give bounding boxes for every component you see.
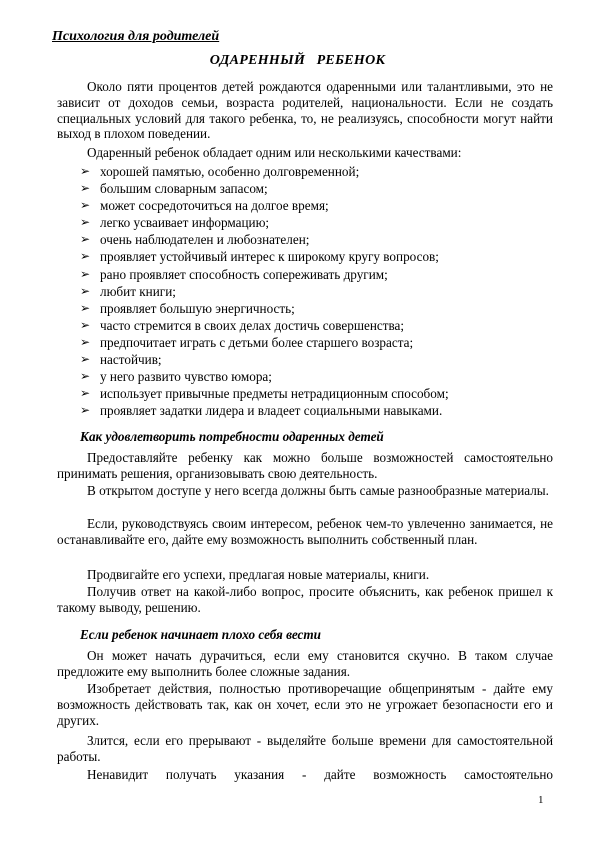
- intro-paragraph: Около пяти процентов детей рождаются одаренными или талантливыми, это не зависит от доходов семьи, возраста родителей, национальности. Если не создать специальных условий для такого ребенка, то, не реализуясь, способности могут найти выход в плохом поведении.: [57, 79, 553, 142]
- behavior-paragraph: Злится, если его прерывают - выделяйте больше времени для самостоятельной работы.: [57, 733, 553, 764]
- needs-paragraph: Получив ответ на какой-либо вопрос, просите объяснить, как ребенок пришел к такому выводу, решению.: [57, 584, 553, 615]
- qualities-intro: Одаренный ребенок обладает одним или несколькими качествами:: [87, 145, 462, 160]
- arrow-bullet-icon: ➢: [80, 181, 91, 196]
- needs-paragraph: Предоставляйте ребенку как можно больше возможностей самостоятельно принимать решения, организовывать свою деятельность.: [57, 450, 553, 481]
- section-heading-behavior: Если ребенок начинает плохо себя вести: [80, 627, 321, 642]
- page-number: 1: [538, 794, 544, 806]
- arrow-bullet-icon: ➢: [80, 300, 91, 315]
- arrow-bullet-icon: ➢: [80, 164, 91, 178]
- arrow-bullet-icon: ➢: [80, 198, 91, 213]
- document-title: ОДАРЕННЫЙ РЕБЕНОК: [209, 53, 386, 68]
- behavior-paragraph: Изобретает действия, полностью противоречащие общепринятым - дайте ему возможность действовать так, как он хочет, если это не угрожает безопасности его и других.: [57, 681, 553, 728]
- needs-paragraph: В открытом доступе у него всегда должны быть самые разнообразные материалы.: [87, 483, 549, 498]
- arrow-bullet-icon: ➢: [80, 215, 91, 230]
- section-heading-needs: Как удовлетворить потребности одаренных детей: [80, 429, 384, 444]
- arrow-bullet-icon: ➢: [80, 334, 91, 349]
- page-header: Психология для родителей: [52, 29, 220, 44]
- arrow-bullet-icon: ➢: [80, 317, 91, 332]
- behavior-paragraph: Ненавидит получать указания - дайте возможность самостоятельно: [87, 767, 553, 782]
- arrow-bullet-icon: ➢: [80, 249, 91, 264]
- arrow-bullet-icon: ➢: [80, 232, 91, 247]
- arrow-bullet-icon: ➢: [80, 352, 91, 367]
- needs-paragraph: Продвигайте его успехи, предлагая новые материалы, книги.: [87, 567, 430, 582]
- behavior-paragraph: Он может начать дурачиться, если ему становится скучно. В таком случае предложите ему выполнить более сложные задания.: [57, 648, 553, 679]
- arrow-bullet-icon: ➢: [80, 386, 91, 401]
- arrow-bullet-icon: ➢: [80, 266, 91, 281]
- arrow-bullet-icon: ➢: [80, 369, 91, 384]
- needs-paragraph: Если, руководствуясь своим интересом, ребенок чем-то увлеченно занимается, не останавливайте его, дайте ему возможность выполнить собственный план.: [57, 516, 553, 547]
- document-page: Психология для родителей ОДАРЕННЫЙ РЕБЕНОК Около пяти процентов детей рождаются одаренными или талантливыми, это не зависит от доходов семьи, возраста родителей, национальности. Если не создать специальных условий для такого ребенка, то, не реализуясь, способности могут найти выход в плохом поведении. Одаренный ребенок обладает одним или несколькими качествами: ➢ хорошей памятью, особенно долговременной; ➢ большим словарным запасом; ➢ может сосредоточиться на долгое время; ➢ легко усваивает информацию; ➢ очень наблюдателен и любознателен; ➢ проявляет устойчивый интерес к широкому кругу вопросов; ➢ рано проявляет способность сопереживать другим; ➢ любит книги; ➢ проявляет большую энергичность; ➢ часто стремится в своих делах достичь совершенства; ➢ предпочитает играть с детьми более старшего возраста; ➢ настойчив; ➢ у него развито чувство юмора; ➢ использует привычные предметы нетрадиционным способом; ➢ проявляет задатки лидера и владеет социальными навыками. Как удовлетворить потребности одаренных детей Предоставляйте ребенку как можно больше возможностей самостоятельно принимать решения, организовывать свою деятельность. В открытом доступе у него всегда должны быть самые разнообразные материалы. Если, руководствуясь своим интересом, ребенок чем-то увлеченно занимается, не останавливайте его, дайте ему возможность выполнить собственный план. Продвигайте его успехи, предлагая новые материалы, книги. Получив ответ на какой-либо вопрос, просите объяснить, как ребенок пришел к такому выводу, решению. Если ребенок начинает плохо себя вести Он может начать дурачиться, если ему становится скучно. В таком случае предложите ему выполнить более сложные задания. Изобретает действия, полностью противоречащие общепринятым - дайте ему возможность действовать так, как он хочет, если это не угрожает безопасности его и других. Злится, если его прерывают - выделяйте больше времени для самостоятельной работы. Ненавидит получать указания - дайте возможность самостоятельно 1: [0, 0, 595, 842]
- arrow-bullet-icon: ➢: [80, 403, 91, 418]
- arrow-bullet-icon: ➢: [80, 283, 91, 298]
